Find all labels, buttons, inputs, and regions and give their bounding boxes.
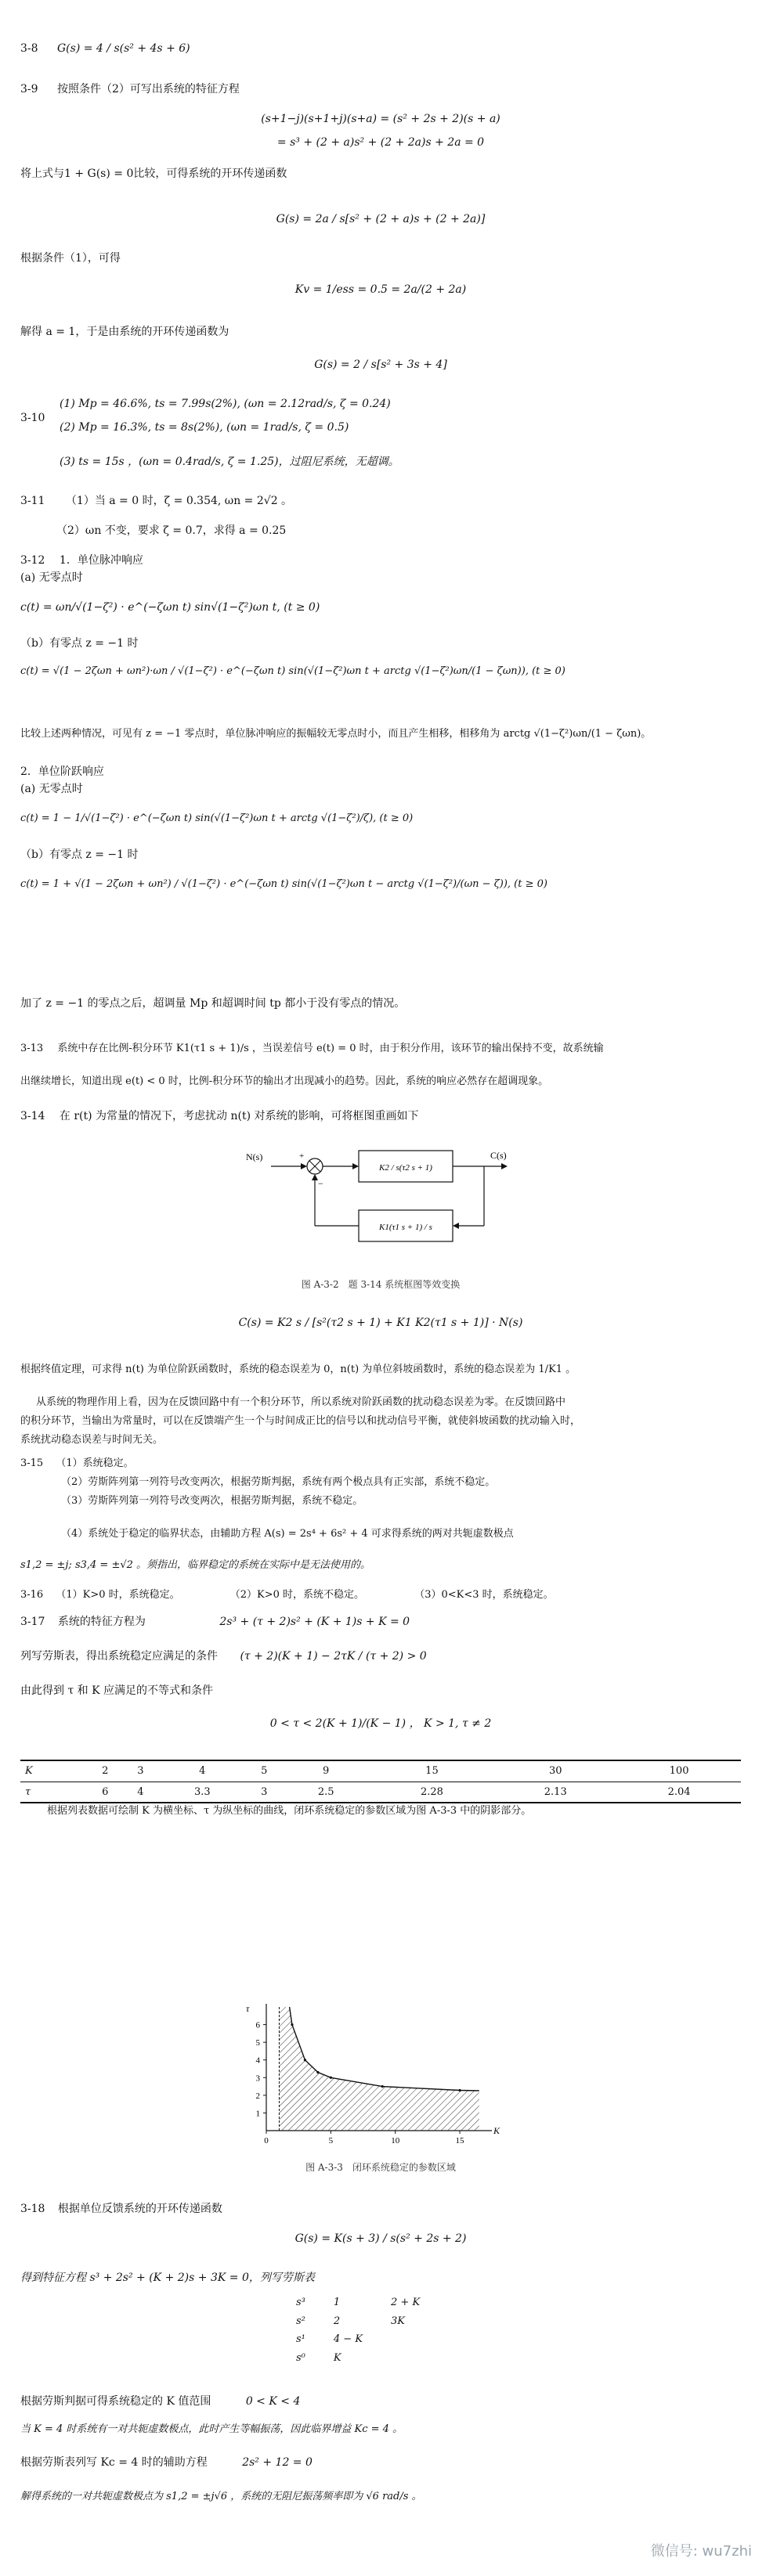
data-point [330, 2077, 332, 2079]
text: 比较上述两种情况，可见有 z = −1 零点时，单位脉冲响应的振幅较无零点时小，而且产生相移，相移角为 arctg √(1−ζ²)ωn/(1 − ζωn)。 [20, 728, 652, 740]
problem-number: 3-16 [20, 1589, 44, 1601]
x-tick-label: 10 [391, 2136, 400, 2145]
text: 根据劳斯判据可得系统稳定的 K 值范围 [20, 2395, 211, 2408]
y-tick-label: 6 [255, 2020, 260, 2030]
x-tick-label: 5 [328, 2136, 334, 2145]
watermark: 微信号: wu7zhi [650, 2543, 752, 2560]
problem-3-18 [20, 2201, 741, 2218]
case-label: (a) 无零点时 [20, 783, 83, 795]
table-cell: 30 [493, 1760, 617, 1782]
y-tick-label: 2 [255, 2091, 260, 2101]
equation: G(s) = 2a / s[s² + (2 + a)s + (2 + 2a)] [276, 213, 486, 225]
equation: (τ + 2)(K + 1) − 2τK / (τ + 2) > 0 [240, 1650, 427, 1663]
text: 按照条件（2）可写出系统的特征方程 [57, 83, 240, 95]
equation: Kv = 1/ess = 0.5 = 2a/(2 + 2a) [294, 283, 467, 296]
text: 加了 z = −1 的零点之后，超调量 Mp 和超调时间 tp 都小于没有零点的情况。 [20, 997, 406, 1010]
answer-line: （1）K>0 时，系统稳定。 [56, 1589, 180, 1601]
y-tick-label: 4 [255, 2055, 260, 2066]
equation: c(t) = 1 + √(1 − 2ζωn + ωn²) / √(1−ζ²) · e^(−ζωn t) sin(√(1−ζ²)ωn t − arctg √(1−ζ²)/(ωn − ζ)), (t ≥ 0) [20, 878, 547, 890]
case-label: (a) 无零点时 [20, 571, 83, 584]
equation: 0 < τ < 2(K + 1)/(K − 1) ， K > 1, τ ≠ 2 [269, 1717, 492, 1730]
text: 在 r(t) 为常量的情况下，考虑扰动 n(t) 对系统的影响，可将框图重画如下 [59, 1110, 419, 1122]
problem-number: 3-8 [20, 42, 38, 55]
plus-sign: + [299, 1151, 305, 1161]
subheading: 2．单位阶跃响应 [20, 766, 104, 778]
y-axis-label: τ [246, 2003, 250, 2014]
routh-row [282, 2293, 434, 2312]
block-diagram [235, 1137, 533, 1270]
problem-number: 3-10 [20, 412, 45, 424]
text: 从系统的物理作用上看，因为在反馈回路中有一个积分环节，所以系统对阶跃函数的扰动稳态误差为零。在反馈回路中 [36, 1396, 566, 1408]
table-cell: 2.28 [370, 1782, 494, 1803]
table-cell: 2.5 [282, 1782, 370, 1803]
table-cell: 15 [370, 1760, 494, 1782]
problem-3-17 [20, 1614, 741, 1630]
arrow-icon [312, 1174, 318, 1180]
problem-3-17-condition [20, 1648, 741, 1665]
data-point [381, 2085, 384, 2088]
stable-region-area [279, 2007, 479, 2131]
table-row-k [20, 1760, 741, 1782]
text: 根据列表数据可绘制 K 为横坐标、τ 为纵坐标的曲线，闭环系统稳定的参数区域为图 A-3-3 中的阴影部分。 [47, 1805, 532, 1817]
forward-transfer-function: K2 / s(τ2 s + 1) [379, 1163, 432, 1173]
problem-number: 3-12 [20, 554, 45, 567]
routh-cell: 4 − K [333, 2333, 363, 2345]
routh-cell: s² [296, 2315, 305, 2327]
arrow-icon [453, 1223, 459, 1229]
text: 列写劳斯表，得出系统稳定应满足的条件 [20, 1650, 218, 1663]
table-cell: 100 [617, 1760, 741, 1782]
answer-line: （3）0<K<3 时，系统稳定。 [414, 1589, 554, 1601]
problem-number: 3-17 [20, 1616, 45, 1628]
answer-line: （1）系统稳定。 [56, 1457, 134, 1469]
minus-sign: − [318, 1178, 323, 1189]
case-label: （b）有零点 z = −1 时 [20, 848, 139, 861]
x-tick-label: 0 [264, 2136, 269, 2145]
problem-number: 3-18 [20, 2203, 45, 2215]
text: 系统中存在比例-积分环节 K1(τ1 s + 1)/s ，当误差信号 e(t) = 0 时，由于积分作用，该环节的输出保持不变，故系统输 [57, 1043, 604, 1054]
table-cell: 4 [158, 1760, 247, 1782]
row-label: τ [20, 1782, 88, 1803]
answer-line: s1,2 = ±j; s3,4 = ±√2 。须指出，临界稳定的系统在实际中是无法使用的。 [20, 1559, 371, 1571]
table-cell: 6 [88, 1782, 123, 1803]
answer-line: (1) Mp = 46.6%, ts = 7.99s(2%), (ωn = 2.12rad/s, ζ = 0.24) [60, 398, 391, 410]
text: 系统的特征方程为 [57, 1616, 146, 1628]
answer-line: （2）劳斯阵列第一列符号改变两次，根据劳斯判据，系统有两个极点具有正实部，系统不稳定。 [61, 1476, 496, 1488]
problem-number: 3-14 [20, 1110, 45, 1122]
row-label: K [20, 1760, 88, 1782]
routh-cell: 2 [333, 2315, 341, 2327]
text: 由此得到 τ 和 K 应满足的不等式和条件 [20, 1684, 214, 1697]
figure-caption: 图 A-3-2 题 3-14 系统框图等效变换 [301, 1279, 461, 1290]
case-label: （b）有零点 z = −1 时 [20, 637, 139, 650]
equation: G(s) = 2 / s[s² + 3s + 4] [314, 358, 447, 371]
text: 根据劳斯表列写 Kc = 4 时的辅助方程 [20, 2456, 208, 2469]
routh-cell [377, 2330, 434, 2349]
problem-3-15 [20, 1456, 741, 1472]
data-point [458, 2089, 461, 2091]
answer-line: （2）ωn 不变，要求 ζ = 0.7，求得 a = 0.25 [56, 524, 287, 537]
figure-caption: 图 A-3-3 闭环系统稳定的参数区域 [305, 2162, 456, 2173]
routh-row [282, 2330, 434, 2349]
arrow-icon [501, 1163, 508, 1169]
x-tick-label: 15 [455, 2136, 464, 2145]
answer-line: （4）系统处于稳定的临界状态，由辅助方程 A(s) = 2s⁴ + 6s² + 4 可求得系统的两对共轭虚数极点 [61, 1528, 514, 1540]
routh-cell: s⁰ [296, 2351, 305, 2364]
arrow-icon [352, 1163, 359, 1169]
routh-cell: 3K [391, 2315, 406, 2327]
routh-cell: 1 [333, 2297, 341, 2308]
arrow-icon [301, 1163, 307, 1169]
answer-line: （2）K>0 时，系统不稳定。 [229, 1589, 365, 1601]
routh-cell: s¹ [296, 2333, 305, 2345]
text: 解得 a = 1，于是由系统的开环传递函数为 [20, 326, 229, 338]
equation: c(t) = ωn/√(1−ζ²) · e^(−ζωn t) sin√(1−ζ²)ωn t, (t ≥ 0) [20, 601, 320, 614]
equation: c(t) = 1 − 1/√(1−ζ²) · e^(−ζωn t) sin(√(1−ζ²)ωn t + arctg √(1−ζ²)/ζ), (t ≥ 0) [20, 812, 414, 824]
table-row-tau [20, 1782, 741, 1803]
problem-3-14 [20, 1108, 741, 1125]
routh-cell: s³ [296, 2297, 305, 2308]
problem-3-8 [20, 41, 741, 57]
data-point [304, 2059, 306, 2061]
answer-line: （3）劳斯阵列第一列符号改变两次，根据劳斯判据，系统不稳定。 [61, 1495, 363, 1507]
problem-number: 3-15 [20, 1457, 44, 1469]
text: 根据单位反馈系统的开环传递函数 [57, 2203, 222, 2215]
problem-number: 3-13 [20, 1043, 44, 1054]
text: 得到特征方程 s³ + 2s² + (K + 2)s + 3K = 0，列写劳斯表 [20, 2272, 315, 2284]
problem-number: 3-9 [20, 83, 38, 95]
output-label: C(s) [490, 1150, 507, 1161]
equation: G(s) = K(s + 3) / s(s² + 2s + 2) [294, 2232, 467, 2245]
problem-3-13 [20, 1041, 741, 1057]
table-cell: 5 [247, 1760, 282, 1782]
equation: 2s² + 12 = 0 [242, 2456, 313, 2469]
table-cell: 2.04 [617, 1782, 741, 1803]
data-point [316, 2071, 319, 2073]
table-cell: 9 [282, 1760, 370, 1782]
feedback-transfer-function: K1(τ1 s + 1) / s [379, 1223, 432, 1232]
routh-row [282, 2312, 434, 2331]
equation: C(s) = K2 s / [s²(τ2 s + 1) + K1 K2(τ1 s + 1)] · N(s) [238, 1317, 523, 1329]
text: 根据终值定理，可求得 n(t) 为单位阶跃函数时，系统的稳态误差为 0，n(t) 为单位斜坡函数时，系统的稳态误差为 1/K1 。 [20, 1364, 576, 1375]
equation: c(t) = √(1 − 2ζωn + ωn²)·ωn / √(1−ζ²) · e^(−ζωn t) sin(√(1−ζ²)ωn t + arctg √(1−ζ²)ωn/(1 − ζωn)), (t ≥ 0) [20, 665, 565, 677]
answer-line: (2) Mp = 16.3%, ts = 8s(2%), (ωn = 1rad/s, ζ = 0.5) [60, 421, 349, 434]
equation: G(s) = 4 / s(s² + 4s + 6) [57, 42, 190, 55]
table-cell: 3 [123, 1760, 158, 1782]
problem-3-18-aux [20, 2455, 741, 2471]
stability-region-chart [235, 1998, 501, 2154]
table-cell: 3 [247, 1782, 282, 1803]
text: 将上式与1 + G(s) = 0比较，可得系统的开环传递函数 [20, 168, 287, 180]
problem-3-18-range [20, 2394, 741, 2410]
text: 系统扰动稳态误差与时间无关。 [20, 1434, 164, 1446]
text: 解得系统的一对共轭虚数极点为 s1,2 = ±j√6 ，系统的无阻尼振荡频率即为 √6 rad/s 。 [20, 2491, 422, 2502]
subheading: 1．单位脉冲响应 [59, 554, 143, 567]
problem-number: 3-11 [20, 495, 45, 507]
equation: 0 < K < 4 [245, 2395, 301, 2408]
table-cell: 2 [88, 1760, 123, 1782]
routh-cell: K [333, 2351, 341, 2364]
routh-cell: 2 + K [391, 2297, 421, 2308]
answer-line: (3) ts = 15s ，(ωn = 0.4rad/s, ζ = 1.25)，过阻尼系统，无超调。 [60, 456, 399, 468]
k-tau-table [20, 1760, 741, 1803]
problem-3-12-heading [20, 553, 741, 569]
equation: (s+1−j)(s+1+j)(s+a) = (s² + 2s + 2)(s + a) [261, 113, 500, 125]
equation: = s³ + (2 + a)s² + (2 + 2a)s + 2a = 0 [276, 136, 485, 149]
text: 出继续增长，知道出现 e(t) < 0 时，比例-积分环节的输出才出现减小的趋势。因此，系统的响应必然存在超调现象。 [20, 1075, 549, 1087]
equation: 2s³ + (τ + 2)s² + (K + 1)s + K = 0 [219, 1616, 410, 1628]
y-tick-label: 3 [255, 2073, 260, 2084]
text: 的积分环节，当输出为常量时，可以在反馈端产生一个与时间成正比的信号以和扰动信号平衡，就使斜坡函数的扰动输入时， [20, 1415, 581, 1427]
routh-table [282, 2293, 434, 2367]
routh-row [282, 2349, 434, 2368]
input-label: N(s) [246, 1151, 263, 1162]
problem-3-9-intro [20, 81, 741, 98]
text: 当 K = 4 时系统有一对共轭虚数极点，此时产生等幅振荡，因此临界增益 Kc = 4 。 [20, 2423, 403, 2435]
data-point [291, 2023, 293, 2026]
y-tick-label: 1 [255, 2109, 260, 2119]
x-axis-label: K [493, 2125, 500, 2136]
table-cell: 3.3 [158, 1782, 247, 1803]
table-cell: 2.13 [493, 1782, 617, 1803]
text: 根据条件（1），可得 [20, 252, 121, 265]
problem-3-16 [20, 1587, 741, 1603]
answer-line: （1）当 a = 0 时，ζ = 0.354, ωn = 2√2 。 [65, 495, 293, 507]
table-cell: 4 [123, 1782, 158, 1803]
problem-3-11 [20, 493, 741, 510]
routh-cell [377, 2349, 434, 2368]
y-tick-label: 5 [255, 2038, 260, 2048]
